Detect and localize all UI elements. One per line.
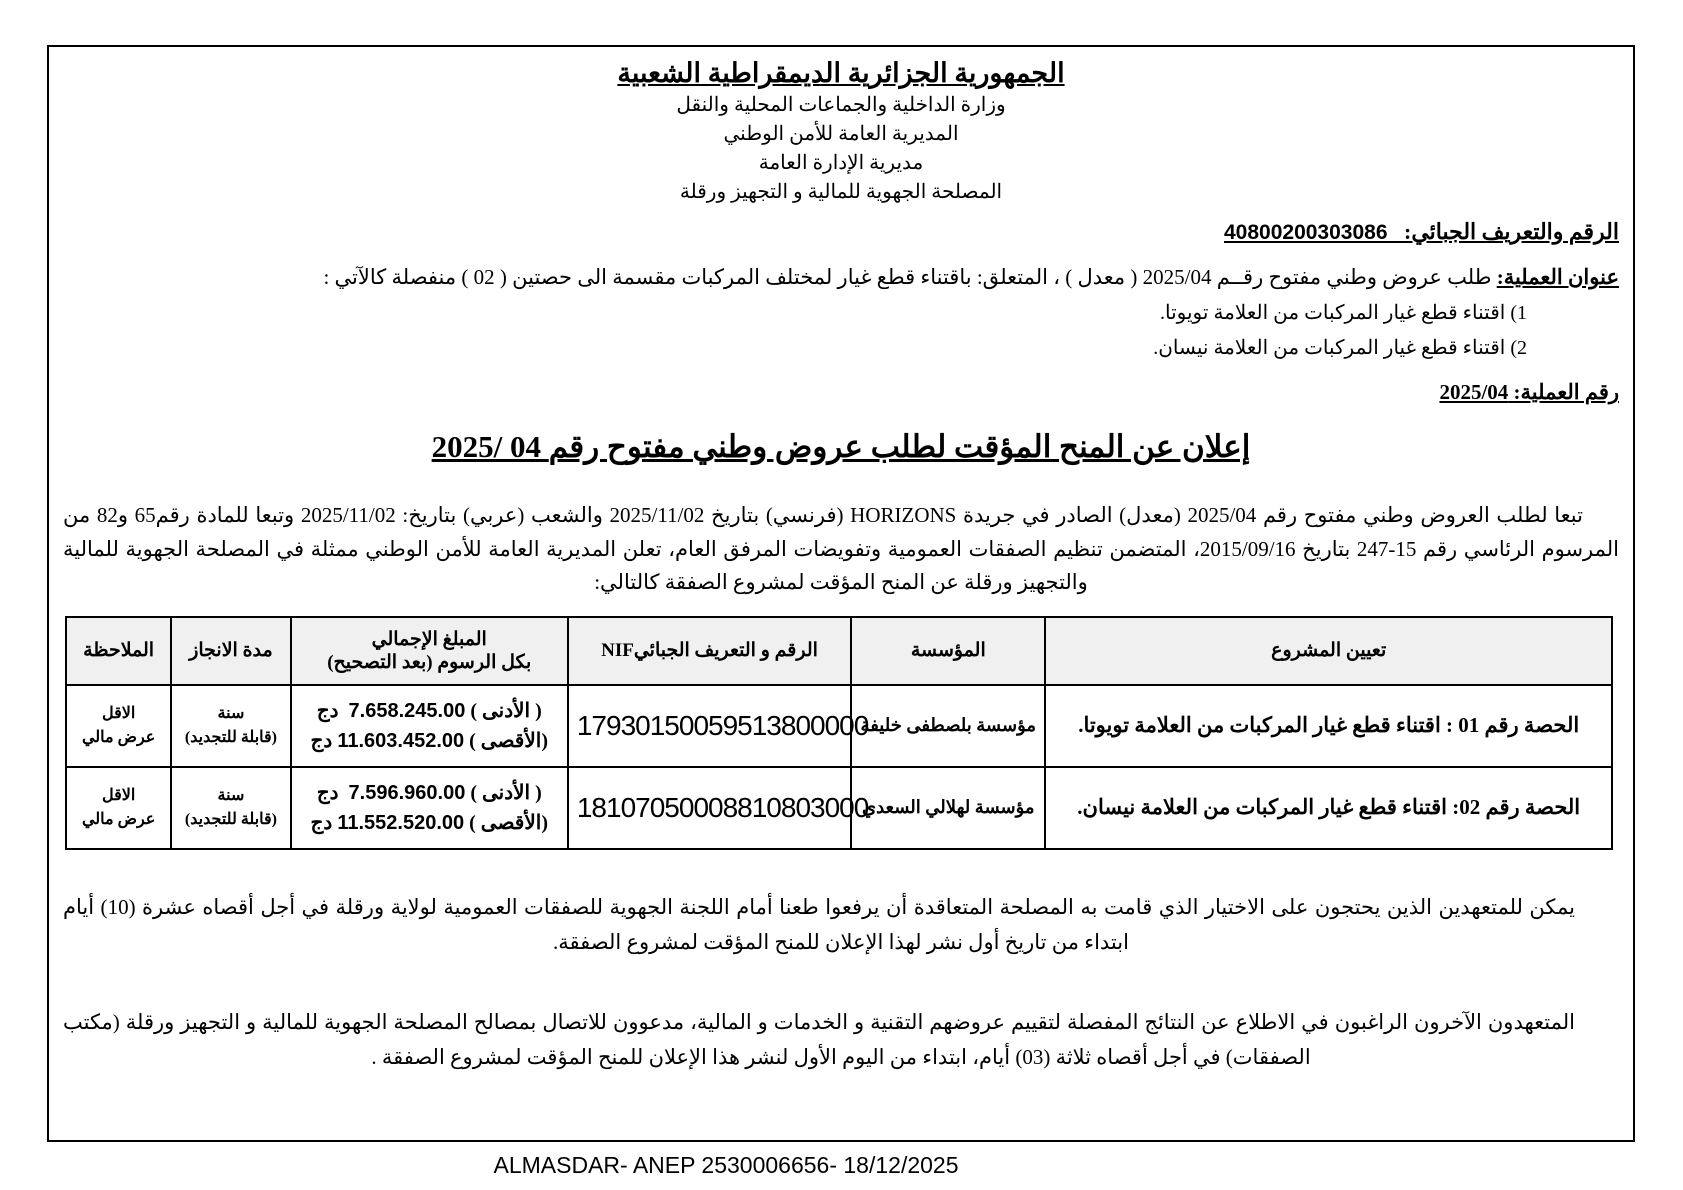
- republic-title: الجمهورية الجزائرية الديمقراطية الشعبية: [617, 58, 1065, 88]
- header-amount-line2: بكل الرسوم (بعد التصحيح): [327, 651, 532, 673]
- table-row: [66, 685, 1612, 767]
- fiscal-id-label: الرقم والتعريف الجبائي:: [1404, 218, 1619, 244]
- lot-item-1: 1) اقتناء قطع غيار المركبات من العلامة تويوتا.: [1160, 302, 1527, 325]
- announcement-title: [63, 429, 1619, 465]
- announcement-title-number: 2025/ 04: [431, 429, 541, 465]
- service-line: المصلحة الجهوية للمالية و التجهيز ورقلة: [679, 180, 1003, 203]
- table-header-row: [66, 617, 1612, 685]
- row2-max-value: 11.552.520.00: [337, 811, 465, 834]
- header-duration: مدة الانجاز: [171, 617, 290, 685]
- document-frame: [47, 45, 1635, 1142]
- operation-number-label: رقم العملية:: [1513, 380, 1619, 405]
- header-amount: [291, 617, 568, 685]
- row1-min-value: 7.658.245.00: [348, 699, 466, 722]
- row1-amount: [291, 685, 568, 767]
- award-table: [65, 616, 1613, 850]
- row2-note: [66, 767, 171, 849]
- row1-project: الحصة رقم 01 : اقتناء قطع غيار المركبات من العلامة تويوتا.: [1045, 685, 1612, 767]
- letterhead: [63, 57, 1619, 207]
- row2-amount-max: [300, 808, 559, 838]
- lot-item-2: 2) اقتناء قطع غيار المركبات من العلامة نيسان.: [1153, 337, 1527, 360]
- row2-note-line1: الاقل: [101, 786, 136, 804]
- row1-note-line1: الاقل: [101, 704, 136, 722]
- row1-duration: [171, 685, 290, 767]
- row2-amount-min: [300, 778, 559, 808]
- row1-duration-line1: سنة: [217, 704, 245, 722]
- row1-nif: 17930150059513800000: [568, 685, 851, 767]
- row2-duration-line2: (قابلة للتجديد): [184, 810, 277, 828]
- row1-max-value: 11.603.452.00: [337, 729, 465, 752]
- header-project: تعيين المشروع: [1045, 617, 1612, 685]
- row1-duration-line2: (قابلة للتجديد): [184, 728, 277, 746]
- appeal-paragraph: يمكن للمتعهدين الذين يحتجون على الاختيار الذي قامت به المصلحة المتعاقدة أن يرفعوا طعنا أمام اللجنة الجهوية للصفقات العمومية لولاية ورقلة في أجل أقصاه عشرة (10) أيام ابتداء من تاريخ أول نشر لهذا الإعلان للمنح المؤقت لمشروع الصفقة.: [63, 894, 1575, 954]
- fiscal-id-line: [63, 219, 1619, 245]
- row2-min-value: 7.596.960.00: [348, 781, 466, 804]
- announcement-title-underline: [432, 429, 1251, 464]
- row2-nif: 18107050008810803000: [568, 767, 851, 849]
- row1-note-line2: عرض مالي: [81, 728, 156, 746]
- header-note: الملاحظة: [66, 617, 171, 685]
- administration-line: مديرية الإدارة العامة: [758, 151, 924, 174]
- header-nif: الرقم و التعريف الجبائيNIF: [568, 617, 851, 685]
- publication-footer: ALMASDAR- ANEP 2530006656- 18/12/2025: [493, 1152, 959, 1178]
- lots-list: [63, 300, 1619, 360]
- operation-title-line: [63, 263, 1619, 292]
- row1-min-currency: دج: [316, 699, 339, 722]
- operation-title-text: طلب عروض وطني مفتوح رقــم 2025/04 ( معدل ) ، المتعلق: باقتناء قطع غيار لمختلف المركبات مقسمة الى حصتين ( 02 ) منفصلة كالآتي :: [323, 264, 1492, 289]
- row1-max-label: (الأقصى ): [469, 729, 548, 752]
- row1-amount-min: [300, 696, 559, 726]
- row2-max-currency: دج: [310, 811, 333, 834]
- row2-amount: [291, 767, 568, 849]
- table-row: [66, 767, 1612, 849]
- directorate-line: المديرية العامة للأمن الوطني: [723, 122, 959, 145]
- results-paragraph: المتعهدون الآخرون الراغبون في الاطلاع عن النتائج المفصلة لتقييم عروضهم التقنية و الخدمات و المالية، مدعوون للاتصال بمصالح المصلحة الجهوية للمالية و التجهيز ورقلة (مكتب الصفقات) في أجل أقصاه ثلاثة (03) أيام، ابتداء من اليوم الأول لنشر هذا الإعلان للمنح المؤقت لمشروع الصفقة .: [63, 1010, 1575, 1069]
- row1-company: مؤسسة بلصطفى خليفة: [851, 685, 1045, 767]
- row1-max-currency: دج: [310, 729, 333, 752]
- fiscal-id-gap: [1388, 219, 1405, 244]
- operation-title-label: عنوان العملية:: [1496, 264, 1619, 289]
- row2-min-label: ( الأدنى ): [470, 781, 542, 804]
- row2-max-label: (الأقصى ): [469, 811, 548, 834]
- row2-note-line2: عرض مالي: [81, 810, 156, 828]
- operation-number-value: 2025/04: [1439, 380, 1509, 405]
- announcement-title-text: إعلان عن المنح المؤقت لطلب عروض وطني مفتوح رقم: [548, 429, 1251, 465]
- ministry-line: وزارة الداخلية والجماعات المحلية والنقل: [676, 93, 1006, 116]
- row1-note: [66, 685, 171, 767]
- row2-company: مؤسسة لهلالي السعدي: [851, 767, 1045, 849]
- fiscal-id-value: 40800200303086: [1224, 220, 1388, 244]
- row2-duration-line1: سنة: [217, 786, 245, 804]
- row2-duration: [171, 767, 290, 849]
- row2-project: الحصة رقم 02: اقتناء قطع غيار المركبات من العلامة نيسان.: [1045, 767, 1612, 849]
- operation-number-line: [63, 380, 1619, 405]
- intro-paragraph: تبعا لطلب العروض وطني مفتوح رقم 2025/04 (معدل) الصادر في جريدة HORIZONS (فرنسي) بتاريخ 2025/11/02 والشعب (عربي) بتاريخ: 2025/11/02 وتبعا للمادة رقم65 و82 من المرسوم الرئاسي رقم 15-247 بتاريخ 2015/09/16، المتضمن تنظيم الصفقات العمومية وتفويضات المرفق العام، تعلن المديرية العامة للأمن الوطني ممثلة في المصلحة الجهوية للمالية والتجهيز ورقلة عن المنح المؤقت لمشروع الصفقة كالتالي:: [63, 503, 1619, 595]
- row1-min-label: ( الأدنى ): [470, 699, 542, 722]
- row2-min-currency: دج: [316, 781, 339, 804]
- row1-amount-max: [300, 726, 559, 756]
- header-amount-line1: المبلغ الإجمالي: [371, 628, 487, 650]
- header-company: المؤسسة: [851, 617, 1045, 685]
